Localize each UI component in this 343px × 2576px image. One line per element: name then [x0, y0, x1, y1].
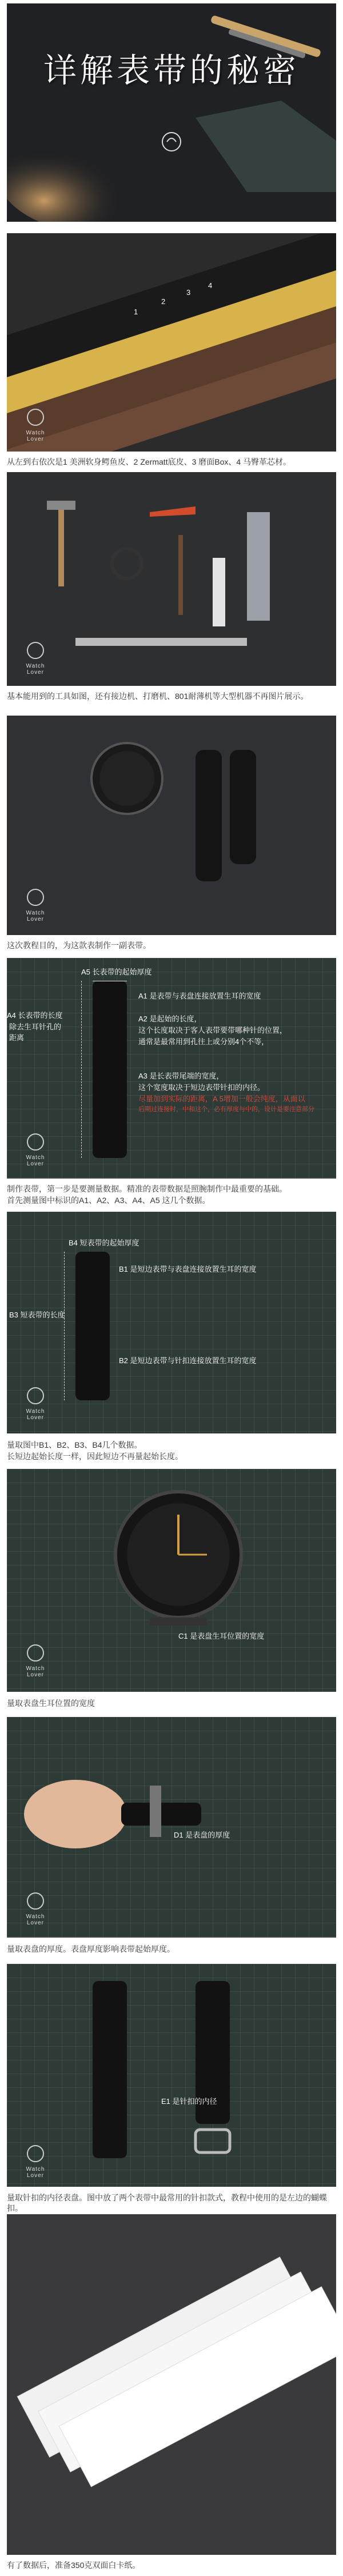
buckle-photo [7, 1964, 336, 2187]
short-strap [75, 1252, 110, 1400]
brand-name: Watch Lover [26, 430, 45, 442]
label-a1: A1 是表带与表盘连接放置生耳的宽度 [138, 992, 261, 1000]
brand-logo [17, 1383, 54, 1420]
label-a2-title: A2 是起始的长度， [138, 1015, 202, 1023]
brand-logo [17, 1888, 54, 1925]
tools-photo [7, 472, 336, 686]
b3-dimension-line [64, 1252, 65, 1400]
watch-photo [7, 716, 336, 935]
caption-line-2: 首先测量图中标识的A1、A2、A3、A4、A5 这几个数据。 [7, 1196, 210, 1205]
caption-buckle: 量取针扣的内径表盘。图中放了两个表带中最常用的针扣款式，教程中使用的是左边的蝴蝶扣。 [7, 2193, 327, 2212]
label-a3-line1: 这个宽度取决于短边表带针扣的内径。 [138, 1083, 265, 1092]
lug-width-photo [7, 1469, 336, 1692]
sample-label-1: 1 [134, 307, 138, 316]
label-b4: B4 短表带的起始厚度 [69, 1239, 139, 1247]
caption-line-1: 量取图中B1、B2、B3、B4几个数据。 [7, 1440, 142, 1449]
caption-tools: 基本能用到的工具如图，还有接边机、打磨机、801耐薄机等大型机器不再图片展示。 [7, 692, 309, 701]
card-paper-photo [7, 2214, 336, 2555]
caliper-image [7, 1717, 336, 1938]
hero-photo [7, 3, 336, 222]
caption-long-strap [7, 1183, 336, 1206]
brand-logo [17, 1640, 54, 1677]
short-strap-measure-photo [7, 1212, 336, 1433]
brand-name: Watch Lover [26, 910, 45, 922]
brand-name: Watch Lover [26, 1914, 45, 1926]
leather-strips-image [7, 233, 336, 452]
caption-case-thickness: 量取表盘的厚度。表盘厚度影响表带起始厚度。 [7, 1944, 175, 1954]
a4-dimension-line [81, 981, 82, 1158]
watch-and-strap-image [7, 716, 336, 935]
label-a3-note1: 尽量加到实际的距离，A 5增加一般会纯度，从面以 [138, 1095, 305, 1103]
leather-samples-photo [7, 233, 336, 452]
brand-logo [17, 885, 54, 921]
label-b2: B2 是短边表带与针扣连接放置生耳的宽度 [119, 1356, 257, 1365]
watch-face-image [7, 1469, 336, 1692]
sample-label-4: 4 [208, 281, 213, 290]
card-paper-image [7, 2214, 336, 2555]
long-strap [93, 981, 127, 1158]
label-b1: B1 是短边表带与表盘连接放置生耳的宽度 [119, 1265, 257, 1273]
brand-logo [153, 129, 190, 166]
label-a3-note2: 后期过连接时，中和这个，必有厚度与中的，设计是要注意部分 [138, 1106, 314, 1113]
sample-label-2: 2 [161, 297, 166, 306]
label-d1: D1 是表盘的厚度 [174, 1831, 230, 1839]
caption-watch: 这次教程目的，为这款表制作一副表带。 [7, 941, 151, 950]
label-a2-line2: 通常是最常用到孔往上或分别4个不等， [138, 1037, 269, 1046]
brand-logo [17, 2141, 54, 2178]
long-strap-measure-photo [7, 958, 336, 1179]
caption-line-1: 制作表带，第一步是要测量数据。精准的表带数据是照腕制作中最重要的基础。 [7, 1184, 287, 1193]
tools-image [7, 472, 336, 686]
label-b3: B3 短表带的长度 [9, 1311, 65, 1319]
hero-banner [7, 3, 336, 222]
brand-name: Watch Lover [26, 1155, 45, 1167]
label-a5: A5 长表带的起始厚度 [81, 968, 152, 976]
hero-title: 详解表带的秘密 [43, 51, 300, 90]
label-c1: C1 是表盘生耳位置的宽度 [178, 1632, 265, 1640]
brand-name: Watch Lover [26, 1666, 45, 1678]
brand-name: Watch Lover [26, 663, 45, 676]
caption-card-paper: 有了数据后，准备350克双面白卡纸。 [7, 2561, 141, 2570]
caption-line-2: 长短边起始长度一样，因此短边不再量起始长度。 [7, 1452, 183, 1461]
label-a4: A4 长表带的长度 [7, 1011, 63, 1020]
brand-name: Watch Lover [26, 2166, 45, 2179]
brand-name: Watch Lover [26, 1408, 45, 1421]
caption-short-strap [7, 1439, 336, 1462]
label-e1: E1 是针扣的内径 [161, 2097, 217, 2106]
label-a2-line1: 这个长度取决于客人表带要带哪种针的位置， [138, 1026, 288, 1035]
caption-lug-width: 量取表盘生耳位置的宽度 [7, 1699, 95, 1708]
brand-logo [17, 638, 54, 674]
brand-logo [17, 405, 54, 441]
case-thickness-photo [7, 1717, 336, 1938]
buckle-image [7, 1964, 336, 2187]
label-a3-title: A3 是长表带尾端的宽度， [138, 1072, 224, 1080]
sample-label-3: 3 [186, 288, 191, 297]
brand-logo [17, 1129, 54, 1166]
caption-leather: 从左到右依次是1 美洲软身鳄鱼皮、2 Zermatt底皮、3 磨面Box、4 马臀革芯材。 [7, 457, 292, 466]
label-a4-note: 除去生耳针孔的距离 [9, 1023, 62, 1042]
